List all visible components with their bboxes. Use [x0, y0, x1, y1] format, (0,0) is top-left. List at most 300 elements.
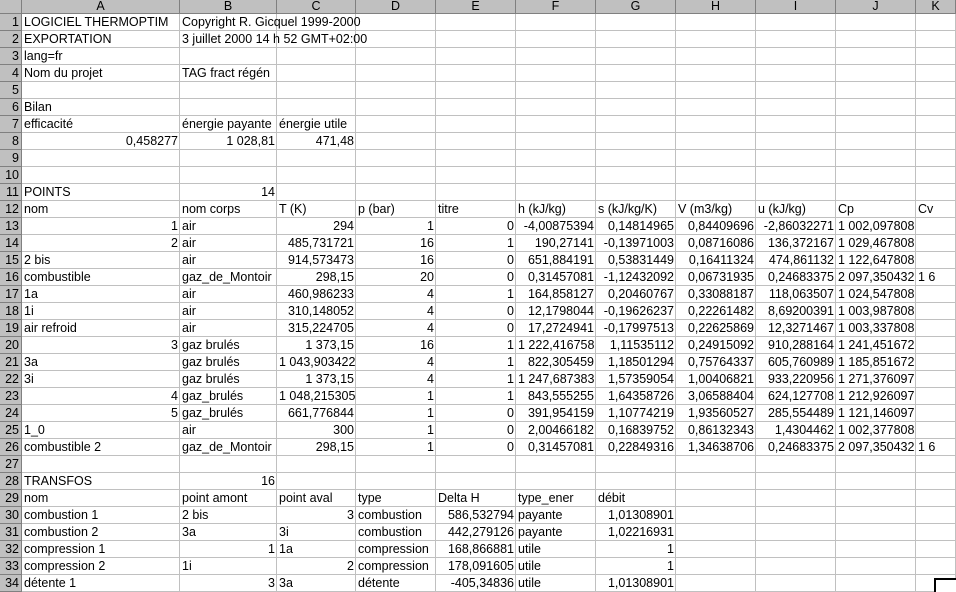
cell-h27[interactable] — [676, 456, 756, 473]
cell-value-i14: 136,372167 — [767, 236, 834, 250]
cell-value-c26: 298,15 — [315, 440, 354, 454]
cell-value-b26: gaz_de_Montoir — [182, 440, 272, 454]
cell-h30[interactable] — [676, 507, 756, 524]
cell-value-c7: énergie utile — [279, 117, 348, 131]
cell-value-g15: 0,53831449 — [607, 253, 674, 267]
cell-a27[interactable] — [22, 456, 180, 473]
cell-value-j26: 2 097,350432 — [838, 440, 915, 454]
cell-k25[interactable] — [916, 422, 956, 439]
cell-value-a32: compression 1 — [24, 542, 106, 556]
cell-c27[interactable] — [277, 456, 356, 473]
cell-f27[interactable] — [516, 456, 596, 473]
cell-value-i20: 910,288164 — [767, 338, 834, 352]
cell-k23[interactable] — [916, 388, 956, 405]
cell-value-a21: 3a — [24, 355, 38, 369]
row-header-5[interactable]: 5 — [0, 82, 22, 99]
cell-value-g26: 0,22849316 — [607, 440, 674, 454]
cell-value-b32: 1 — [268, 542, 275, 556]
cell-b9[interactable] — [180, 150, 277, 167]
cell-value-h16: 0,06731935 — [687, 270, 754, 284]
cell-value-h20: 0,24915092 — [687, 338, 754, 352]
cell-value-b15: air — [182, 253, 196, 267]
cell-f8[interactable] — [516, 133, 596, 150]
cell-k31[interactable] — [916, 524, 956, 541]
cell-j30[interactable] — [836, 507, 916, 524]
cell-value-a20: 3 — [171, 338, 178, 352]
cell-value-c30: 3 — [347, 508, 354, 522]
row-header-26[interactable]: 26 — [0, 439, 22, 456]
cell-value-i15: 474,861132 — [768, 253, 834, 267]
column-header-g[interactable]: G — [596, 0, 676, 14]
row-header-31[interactable]: 31 — [0, 524, 22, 541]
row-header-13[interactable]: 13 — [0, 218, 22, 235]
cell-value-g17: 0,20460767 — [607, 287, 674, 301]
cell-value-a1: LOGICIEL THERMOPTIM — [24, 15, 169, 29]
cell-value-b17: air — [182, 287, 196, 301]
cell-k20[interactable] — [916, 337, 956, 354]
cell-value-d32: compression — [358, 542, 429, 556]
cell-value-a22: 3i — [24, 372, 34, 386]
row-header-11[interactable]: 11 — [0, 184, 22, 201]
cell-d9[interactable] — [356, 150, 436, 167]
cell-c9[interactable] — [277, 150, 356, 167]
cell-value-b21: gaz brulés — [182, 355, 240, 369]
cell-value-b22: gaz brulés — [182, 372, 240, 386]
cell-h5[interactable] — [676, 82, 756, 99]
cell-e8[interactable] — [436, 133, 516, 150]
cell-value-g21: 1,18501294 — [607, 355, 674, 369]
cell-value-a26: combustible 2 — [24, 440, 102, 454]
cell-value-e26: 0 — [507, 440, 514, 454]
cell-value-h15: 0,16411324 — [688, 253, 754, 267]
cell-f28[interactable] — [516, 473, 596, 490]
cell-value-a2: EXPORTATION — [24, 32, 112, 46]
cell-value-i12: u (kJ/kg) — [758, 202, 806, 216]
cell-value-b8: 1 028,81 — [226, 134, 275, 148]
cell-value-a23: 4 — [171, 389, 178, 403]
cell-j32[interactable] — [836, 541, 916, 558]
cell-k11[interactable] — [916, 184, 956, 201]
cell-j34[interactable] — [836, 575, 916, 592]
row-header-29[interactable]: 29 — [0, 490, 22, 507]
cell-value-f23: 843,555255 — [527, 389, 594, 403]
row-header-17[interactable]: 17 — [0, 286, 22, 303]
row-header-30[interactable]: 30 — [0, 507, 22, 524]
cell-value-f16: 0,31457081 — [527, 270, 594, 284]
row-header-32[interactable]: 32 — [0, 541, 22, 558]
row-header-33[interactable]: 33 — [0, 558, 22, 575]
cell-i5[interactable] — [756, 82, 836, 99]
cell-value-e19: 0 — [507, 321, 514, 335]
cell-c28[interactable] — [277, 473, 356, 490]
cell-k19[interactable] — [916, 320, 956, 337]
cell-g11[interactable] — [596, 184, 676, 201]
cell-i27[interactable] — [756, 456, 836, 473]
cell-value-b31: 3a — [182, 525, 196, 539]
cell-k33[interactable] — [916, 558, 956, 575]
cell-value-a17: 1a — [24, 287, 38, 301]
cell-value-a25: 1_0 — [24, 423, 45, 437]
cell-value-d29: type — [358, 491, 382, 505]
cell-value-a3: lang=fr — [24, 49, 63, 63]
row-header-14[interactable]: 14 — [0, 235, 22, 252]
cell-value-e23: 1 — [507, 389, 514, 403]
cell-j33[interactable] — [836, 558, 916, 575]
row-header-3[interactable]: 3 — [0, 48, 22, 65]
row-header-23[interactable]: 23 — [0, 388, 22, 405]
cell-value-f31: payante — [518, 525, 563, 539]
cell-c5[interactable] — [277, 82, 356, 99]
cell-value-j18: 1 003,987808 — [838, 304, 915, 318]
cell-value-b20: gaz brulés — [182, 338, 240, 352]
cell-value-f18: 12,1798044 — [527, 304, 594, 318]
row-header-27[interactable]: 27 — [0, 456, 22, 473]
cell-value-f25: 2,00466182 — [527, 423, 594, 437]
cell-value-f21: 822,305459 — [527, 355, 594, 369]
cell-e28[interactable] — [436, 473, 516, 490]
cell-c11[interactable] — [277, 184, 356, 201]
cell-h10[interactable] — [676, 167, 756, 184]
cell-value-b23: gaz_brulés — [182, 389, 244, 403]
column-header-b[interactable]: B — [180, 0, 277, 14]
cell-value-i16: 0,24683375 — [767, 270, 834, 284]
cell-value-i23: 624,127708 — [767, 389, 834, 403]
cell-k9[interactable] — [916, 150, 956, 167]
cell-k21[interactable] — [916, 354, 956, 371]
cell-d27[interactable] — [356, 456, 436, 473]
cell-a5[interactable] — [22, 82, 180, 99]
cell-k24[interactable] — [916, 405, 956, 422]
cell-value-h25: 0,86132343 — [687, 423, 754, 437]
cell-a10[interactable] — [22, 167, 180, 184]
cell-k18[interactable] — [916, 303, 956, 320]
cell-value-h18: 0,22261482 — [687, 304, 754, 318]
cell-value-a15: 2 bis — [24, 253, 51, 267]
cell-value-c21: 1 043,903422 — [279, 355, 356, 369]
cell-value-b25: air — [182, 423, 196, 437]
row-header-9[interactable]: 9 — [0, 150, 22, 167]
cell-k28[interactable] — [916, 473, 956, 490]
row-header-2[interactable]: 2 — [0, 31, 22, 48]
cell-i9[interactable] — [756, 150, 836, 167]
cell-value-a14: 2 — [171, 236, 178, 250]
row-header-8[interactable]: 8 — [0, 133, 22, 150]
cell-value-i25: 1,4304462 — [774, 423, 834, 437]
row-header-20[interactable]: 20 — [0, 337, 22, 354]
cell-value-b4: TAG fract régén — [182, 66, 270, 80]
cell-i31[interactable] — [756, 524, 836, 541]
row-header-12[interactable]: 12 — [0, 201, 22, 218]
cell-value-a28: TRANSFOS — [24, 474, 93, 488]
cell-d28[interactable] — [356, 473, 436, 490]
cell-value-g12: s (kJ/kg/K) — [598, 202, 658, 216]
cell-j9[interactable] — [836, 150, 916, 167]
cell-k5[interactable] — [916, 82, 956, 99]
cell-value-a34: détente 1 — [24, 576, 77, 590]
cell-value-k16: 1 6 — [918, 270, 936, 284]
cell-value-e31: 442,279126 — [447, 525, 514, 539]
cell-value-h13: 0,84409696 — [687, 219, 754, 233]
cell-value-b29: point amont — [182, 491, 248, 505]
cell-value-d16: 20 — [420, 270, 434, 284]
cell-k17[interactable] — [916, 286, 956, 303]
cell-g10[interactable] — [596, 167, 676, 184]
scrollbar-corner[interactable] — [934, 578, 956, 592]
cell-value-a19: air refroid — [24, 321, 77, 335]
cell-value-f24: 391,954159 — [527, 406, 594, 420]
column-header-c[interactable]: C — [277, 0, 356, 14]
cell-value-e25: 0 — [507, 423, 514, 437]
cell-e5[interactable] — [436, 82, 516, 99]
cell-g8[interactable] — [596, 133, 676, 150]
cell-j10[interactable] — [836, 167, 916, 184]
cell-i30[interactable] — [756, 507, 836, 524]
cell-value-j17: 1 024,547808 — [838, 287, 915, 301]
cell-k27[interactable] — [916, 456, 956, 473]
cell-j8[interactable] — [836, 133, 916, 150]
cell-k15[interactable] — [916, 252, 956, 269]
cell-b10[interactable] — [180, 167, 277, 184]
column-header-e[interactable]: E — [436, 0, 516, 14]
column-header-f[interactable]: F — [516, 0, 596, 14]
cell-f9[interactable] — [516, 150, 596, 167]
cell-value-e18: 0 — [507, 304, 514, 318]
cell-value-g22: 1,57359054 — [607, 372, 674, 386]
cell-value-f29: type_ener — [518, 491, 574, 505]
cell-value-h12: V (m3/kg) — [678, 202, 733, 216]
cell-e9[interactable] — [436, 150, 516, 167]
cell-value-f15: 651,884191 — [527, 253, 594, 267]
cell-value-b28: 16 — [261, 474, 275, 488]
cell-value-c17: 460,986233 — [287, 287, 354, 301]
cell-value-g16: -1,12432092 — [603, 270, 674, 284]
cell-value-d26: 1 — [427, 440, 434, 454]
cell-i32[interactable] — [756, 541, 836, 558]
cell-h28[interactable] — [676, 473, 756, 490]
cell-value-b18: air — [182, 304, 196, 318]
cell-value-g18: -0,19626237 — [603, 304, 674, 318]
cell-k13[interactable] — [916, 218, 956, 235]
cell-value-a6: Bilan — [24, 100, 52, 114]
cell-f5[interactable] — [516, 82, 596, 99]
row-header-7[interactable]: 7 — [0, 116, 22, 133]
cell-value-f33: utile — [518, 559, 541, 573]
cell-i34[interactable] — [756, 575, 836, 592]
cell-i33[interactable] — [756, 558, 836, 575]
cell-value-d12: p (bar) — [358, 202, 395, 216]
cell-value-f26: 0,31457081 — [527, 440, 594, 454]
cell-value-c13: 294 — [333, 219, 354, 233]
cell-value-e14: 1 — [507, 236, 514, 250]
cell-value-c8: 471,48 — [315, 134, 354, 148]
cell-value-d31: combustion — [358, 525, 422, 539]
cell-value-f19: 17,2724941 — [527, 321, 594, 335]
cell-j27[interactable] — [836, 456, 916, 473]
cell-j28[interactable] — [836, 473, 916, 490]
cell-value-c19: 315,224705 — [287, 321, 354, 335]
cell-value-a31: combustion 2 — [24, 525, 99, 539]
cell-value-a18: 1i — [24, 304, 34, 318]
cell-value-d21: 4 — [427, 355, 434, 369]
cell-value-e16: 0 — [507, 270, 514, 284]
row-header-21[interactable]: 21 — [0, 354, 22, 371]
column-header-j[interactable]: J — [836, 0, 916, 14]
cell-j11[interactable] — [836, 184, 916, 201]
cell-value-b12: nom corps — [182, 202, 241, 216]
cell-f11[interactable] — [516, 184, 596, 201]
cell-value-j25: 1 002,377808 — [838, 423, 915, 437]
cell-b27[interactable] — [180, 456, 277, 473]
cell-value-j13: 1 002,097808 — [838, 219, 915, 233]
cell-d5[interactable] — [356, 82, 436, 99]
cell-value-f32: utile — [518, 542, 541, 556]
cell-h9[interactable] — [676, 150, 756, 167]
cell-value-b16: gaz_de_Montoir — [182, 270, 272, 284]
cell-value-b34: 3 — [268, 576, 275, 590]
cell-g5[interactable] — [596, 82, 676, 99]
column-header-k[interactable]: K — [916, 0, 956, 14]
row-header-6[interactable]: 6 — [0, 99, 22, 116]
cell-h33[interactable] — [676, 558, 756, 575]
cell-value-j19: 1 003,337808 — [838, 321, 915, 335]
cell-j5[interactable] — [836, 82, 916, 99]
column-header-d[interactable]: D — [356, 0, 436, 14]
cell-i11[interactable] — [756, 184, 836, 201]
cell-value-g24: 1,10774219 — [607, 406, 674, 420]
cell-c10[interactable] — [277, 167, 356, 184]
cell-value-f14: 190,27141 — [534, 236, 594, 250]
cell-value-e33: 178,091605 — [447, 559, 514, 573]
cell-i10[interactable] — [756, 167, 836, 184]
column-header-h[interactable]: H — [676, 0, 756, 14]
row-header-22[interactable]: 22 — [0, 371, 22, 388]
cell-value-g30: 1,01308901 — [607, 508, 674, 522]
cell-value-c23: 1 048,215305 — [279, 389, 356, 403]
cell-value-e15: 0 — [507, 253, 514, 267]
cell-g27[interactable] — [596, 456, 676, 473]
column-header-i[interactable]: I — [756, 0, 836, 14]
select-all-corner[interactable] — [0, 0, 22, 14]
cell-e10[interactable] — [436, 167, 516, 184]
cell-value-d24: 1 — [427, 406, 434, 420]
cell-value-h21: 0,75764337 — [687, 355, 754, 369]
cell-f10[interactable] — [516, 167, 596, 184]
cell-b5[interactable] — [180, 82, 277, 99]
cell-value-g33: 1 — [667, 559, 674, 573]
cell-value-d18: 4 — [427, 304, 434, 318]
cell-value-h19: 0,22625869 — [687, 321, 754, 335]
row-header-15[interactable]: 15 — [0, 252, 22, 269]
row-header-16[interactable]: 16 — [0, 269, 22, 286]
cell-value-a30: combustion 1 — [24, 508, 99, 522]
cell-value-c29: point aval — [279, 491, 333, 505]
cell-value-b33: 1i — [182, 559, 192, 573]
cell-value-e20: 1 — [507, 338, 514, 352]
cell-value-a12: nom — [24, 202, 49, 216]
row-header-24[interactable]: 24 — [0, 405, 22, 422]
cell-value-f22: 1 247,687383 — [518, 372, 595, 386]
cell-value-c33: 2 — [347, 559, 354, 573]
cell-h11[interactable] — [676, 184, 756, 201]
cell-value-e30: 586,532794 — [447, 508, 514, 522]
cell-value-f30: payante — [518, 508, 563, 522]
cell-value-b24: gaz_brulés — [182, 406, 244, 420]
cell-value-b1: Copyright R. Gicquel 1999-2000 — [182, 15, 361, 29]
cell-value-e21: 1 — [507, 355, 514, 369]
cell-i28[interactable] — [756, 473, 836, 490]
cell-value-g31: 1,02216931 — [607, 525, 674, 539]
cell-value-d20: 16 — [420, 338, 434, 352]
cell-k32[interactable] — [916, 541, 956, 558]
cell-d8[interactable] — [356, 133, 436, 150]
cell-value-b11: 14 — [261, 185, 275, 199]
cell-h8[interactable] — [676, 133, 756, 150]
row-header-25[interactable]: 25 — [0, 422, 22, 439]
cell-e11[interactable] — [436, 184, 516, 201]
cell-d10[interactable] — [356, 167, 436, 184]
cell-k30[interactable] — [916, 507, 956, 524]
cell-k14[interactable] — [916, 235, 956, 252]
cell-h34[interactable] — [676, 575, 756, 592]
cell-d11[interactable] — [356, 184, 436, 201]
cell-value-e22: 1 — [507, 372, 514, 386]
column-header-a[interactable]: A — [22, 0, 180, 14]
cell-h32[interactable] — [676, 541, 756, 558]
cell-h31[interactable] — [676, 524, 756, 541]
cell-i8[interactable] — [756, 133, 836, 150]
row-header-10[interactable]: 10 — [0, 167, 22, 184]
row-header-28[interactable]: 28 — [0, 473, 22, 490]
cell-value-j12: Cp — [838, 202, 854, 216]
cell-value-e13: 0 — [507, 219, 514, 233]
cell-value-a29: nom — [24, 491, 49, 505]
row-header-4[interactable]: 4 — [0, 65, 22, 82]
cell-value-i19: 12,3271467 — [767, 321, 834, 335]
cell-value-g20: 1,11535112 — [609, 338, 674, 352]
cell-value-f13: -4,00875394 — [523, 219, 594, 233]
cell-value-d34: détente — [358, 576, 400, 590]
cell-g9[interactable] — [596, 150, 676, 167]
row-header-34[interactable]: 34 — [0, 575, 22, 592]
cell-value-e29: Delta H — [438, 491, 480, 505]
cell-e27[interactable] — [436, 456, 516, 473]
cell-value-g29: débit — [598, 491, 626, 505]
cell-j31[interactable] — [836, 524, 916, 541]
cell-value-k26: 1 6 — [918, 440, 936, 454]
cell-a9[interactable] — [22, 150, 180, 167]
cell-value-b14: air — [182, 236, 196, 250]
cell-value-c12: T (K) — [279, 202, 307, 216]
cell-value-h26: 1,34638706 — [687, 440, 754, 454]
cell-k22[interactable] — [916, 371, 956, 388]
cell-value-g32: 1 — [667, 542, 674, 556]
row-header-1[interactable]: 1 — [0, 14, 22, 31]
cell-g28[interactable] — [596, 473, 676, 490]
cell-value-e34: -405,34836 — [450, 576, 514, 590]
row-header-19[interactable]: 19 — [0, 320, 22, 337]
cell-value-c32: 1a — [279, 542, 293, 556]
cell-k10[interactable] — [916, 167, 956, 184]
cell-value-b13: air — [182, 219, 196, 233]
cell-k8[interactable] — [916, 133, 956, 150]
cell-value-b7: énergie payante — [182, 117, 272, 131]
row-header-18[interactable]: 18 — [0, 303, 22, 320]
cell-value-d30: combustion — [358, 508, 422, 522]
cell-value-b30: 2 bis — [182, 508, 209, 522]
cell-value-d19: 4 — [427, 321, 434, 335]
cell-value-a7: efficacité — [24, 117, 74, 131]
cell-value-j14: 1 029,467808 — [838, 236, 915, 250]
